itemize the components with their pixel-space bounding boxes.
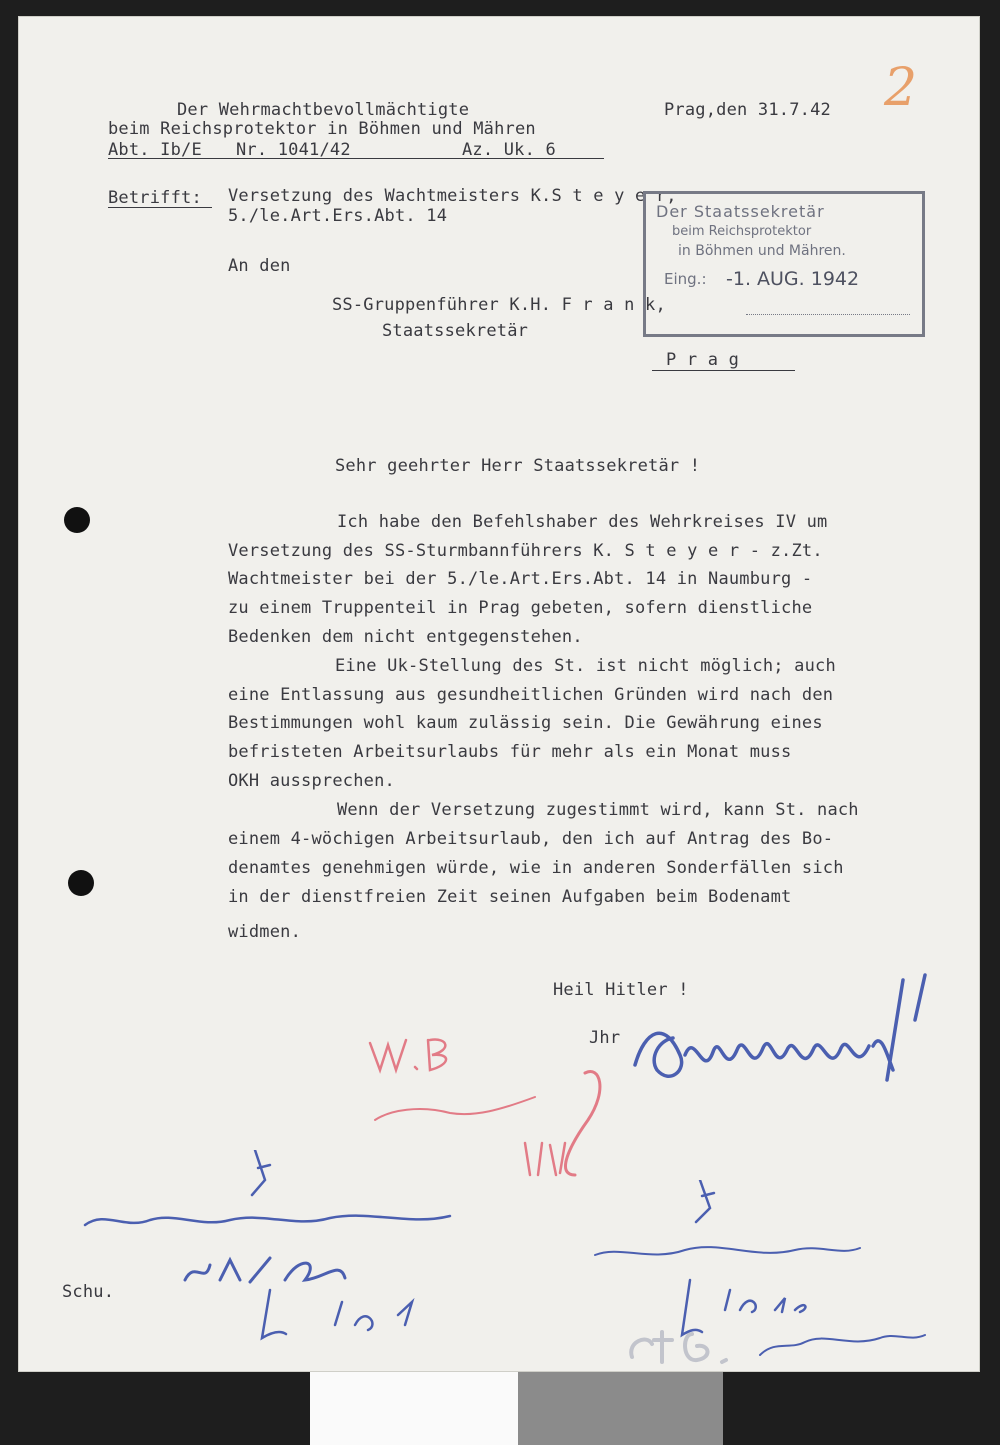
salutation: Sehr geehrter Herr Staatssekretär ! — [335, 456, 701, 476]
body-p1-line-5: Bedenken dem nicht entgegenstehen. — [228, 627, 583, 647]
body-p1-line-4: zu einem Truppenteil in Prag gebeten, sofern dienstliche — [228, 598, 813, 618]
typist-initials: Schu. — [62, 1282, 115, 1302]
subject-line-1: Versetzung des Wachtmeisters K.S t e y e r, — [228, 186, 677, 206]
blue-handwritten-note-left — [80, 1150, 480, 1350]
recipient-name: SS-Gruppenführer K.H. F r a n k, — [332, 295, 666, 315]
body-p2-line-3: Bestimmungen wohl kaum zulässig sein. Die Gewährung eines — [228, 713, 823, 733]
recipient-city: P r a g — [666, 350, 740, 370]
page-number: 2 — [884, 58, 918, 118]
received-stamp — [643, 191, 925, 337]
body-p2-line-4: befristeten Arbeitsurlaubs für mehr als ein Monat muss — [228, 742, 792, 762]
body-p3-line-5: widmen. — [228, 922, 302, 942]
recipient-city-underline — [652, 370, 795, 371]
body-p3-line-1: Wenn der Versetzung zugestimmt wird, kann St. nach — [337, 800, 859, 820]
sender-line-1: Der Wehrmachtbevollmächtigte — [177, 100, 470, 120]
reference-nr: Nr. 1041/42 — [236, 140, 351, 160]
calibration-white-bar — [310, 1372, 518, 1445]
punch-hole-top — [64, 507, 90, 533]
body-p2-line-1: Eine Uk-Stellung des St. ist nicht möglich; auch — [335, 656, 836, 676]
punch-hole-bottom — [68, 870, 94, 896]
stamp-line-3: in Böhmen und Mähren. — [678, 243, 846, 259]
stamp-line-1: Der Staatssekretär — [656, 202, 825, 221]
stamp-eing-label: Eing.: — [664, 270, 707, 288]
stamp-dotted-line — [746, 314, 910, 315]
header-underline — [108, 158, 604, 159]
stamp-line-2: beim Reichsprotektor — [672, 224, 812, 239]
recipient-title: Staatssekretär — [382, 321, 529, 341]
body-p3-line-3: denamtes genehmigen würde, wie in anderen Sonderfällen sich — [228, 858, 844, 878]
reference-az: Az. Uk. 6 — [462, 140, 556, 160]
body-p3-line-4: in der dienstfreien Zeit seinen Aufgaben beim Bodenamt — [228, 887, 792, 907]
recipient-to: An den — [228, 256, 291, 276]
body-p3-line-2: einem 4-wöchigen Arbeitsurlaub, den ich auf Antrag des Bo- — [228, 829, 834, 849]
sender-line-2: beim Reichsprotektor in Böhmen und Mähren — [108, 119, 536, 139]
stamp-eing-date: -1. AUG. 1942 — [726, 268, 860, 290]
calibration-gray-bar — [518, 1372, 723, 1445]
closing-yours: Jhr — [589, 1028, 621, 1048]
faint-bottom-stamp — [622, 1322, 762, 1372]
body-p1-line-1: Ich habe den Befehlshaber des Wehrkreises IV um — [337, 512, 828, 532]
place-date: Prag,den 31.7.42 — [664, 100, 831, 120]
subject-label-underline — [108, 207, 212, 208]
blue-signature — [625, 960, 945, 1100]
body-p1-line-2: Versetzung des SS-Sturmbannführers K. S t e y e r - z.Zt. — [228, 541, 823, 561]
subject-line-2: 5./le.Art.Ers.Abt. 14 — [228, 206, 448, 226]
subject-label: Betrifft: — [108, 188, 202, 208]
reference-abt: Abt. Ib/E — [108, 140, 202, 160]
closing-greeting: Heil Hitler ! — [553, 980, 689, 1000]
body-p2-line-2: eine Entlassung aus gesundheitlichen Gründen wird nach den — [228, 685, 834, 705]
body-p2-line-5: OKH aussprechen. — [228, 771, 395, 791]
body-p1-line-3: Wachtmeister bei der 5./le.Art.Ers.Abt. 14 in Naumburg - — [228, 569, 813, 589]
